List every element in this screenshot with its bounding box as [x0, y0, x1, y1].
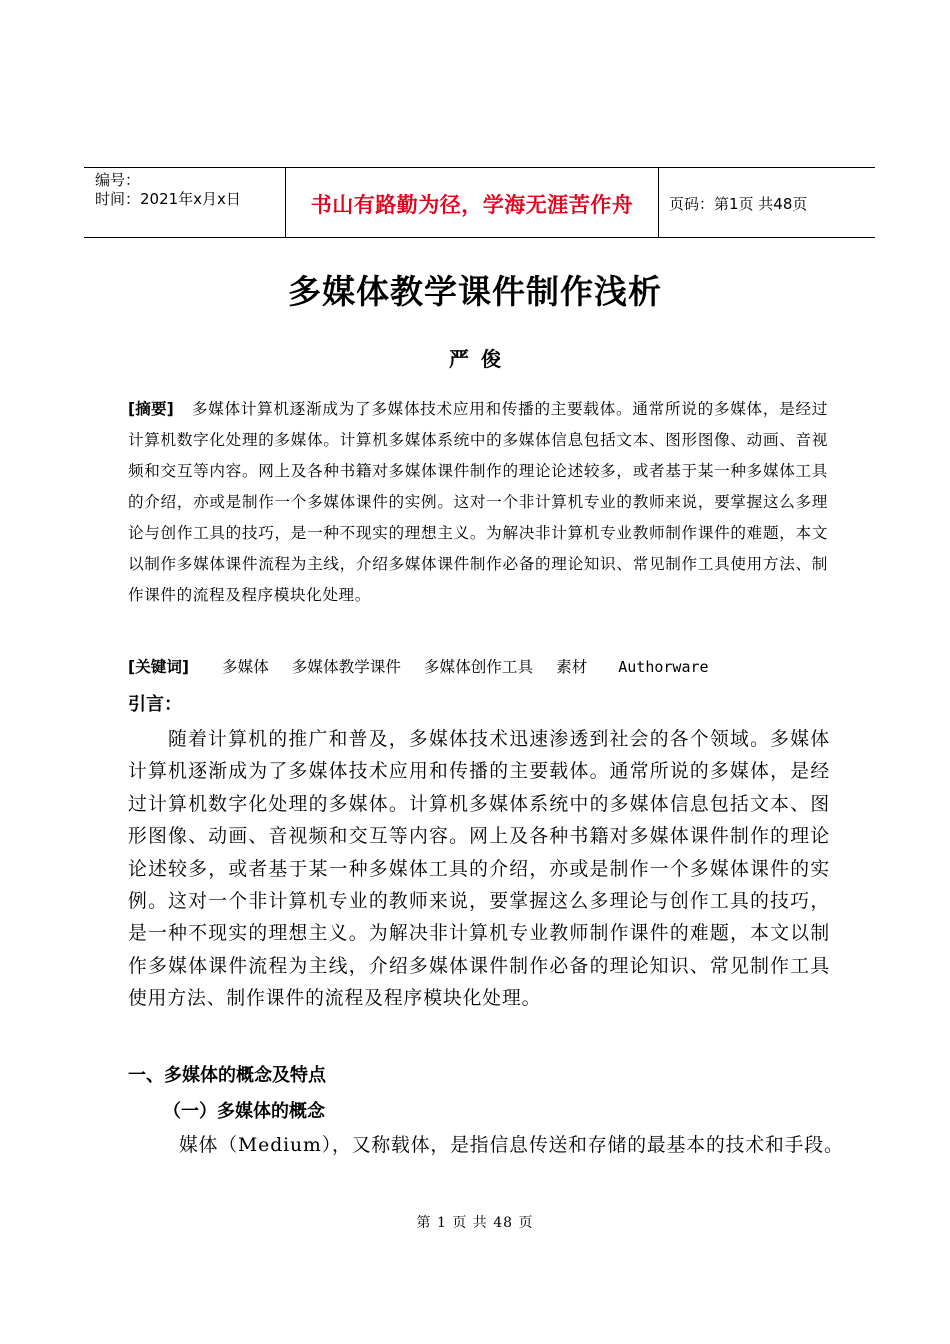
keywords [128, 655, 848, 679]
page-info: 页码：第1页 共48页 [669, 195, 808, 213]
time-label: 时间：2021年x月x日 [95, 190, 241, 208]
keyword: Authorware [618, 658, 709, 676]
abstract-text: 多媒体计算机逐渐成为了多媒体技术应用和传播的主要载体。通常所说的多媒体，是经过计算机数字化处理的多媒体。计算机多媒体系统中的多媒体信息包括文本、图形图像、动画、音视频和交互等内容。网上及各种书籍对多媒体课件制作的理论论述较多，或者基于某一种多媒体工具的介绍，亦或是制作一个多媒体课件的实例。这对一个非计算机专业的教师来说，要掌握这么多理论与创作工具的技巧，是一种不现实的理想主义。为解决非计算机专业教师制作课件的难题，本文以制作多媒体课件流程为主线，介绍多媒体课件制作必备的理论知识、常见制作工具使用方法、制作课件的流程及程序模块化处理。 [128, 400, 828, 604]
keyword: 多媒体 [222, 658, 269, 676]
author-name: 严俊 [449, 347, 513, 371]
header-meta-cell [84, 168, 284, 237]
abstract [128, 394, 828, 611]
keyword: 多媒体教学课件 [291, 658, 401, 676]
serial-label: 编号： [95, 171, 141, 189]
header-table [84, 167, 875, 238]
subsection-heading: （一）多媒体的概念 [163, 1101, 325, 1122]
keyword: 多媒体创作工具 [423, 658, 534, 676]
keyword: 素材 [556, 658, 588, 676]
page-footer: 第 1 页 共 48 页 [416, 1215, 534, 1231]
intro-heading: 引言： [128, 694, 182, 715]
document-title: 多媒体教学课件制作浅析 [288, 272, 662, 311]
abstract-tag: [摘要] [128, 400, 174, 418]
subsection-paragraph: 媒体（Medium），又称载体，是指信息传送和存储的最基本的技术和手段。 [179, 1135, 844, 1156]
motto: 书山有路勤为径，学海无涯苦作舟 [310, 193, 634, 217]
section-heading: 一、多媒体的概念及特点 [128, 1065, 326, 1086]
keywords-tag: [关键词] [128, 658, 190, 676]
header-motto-cell [285, 168, 659, 237]
header-page-cell [658, 168, 875, 237]
intro-paragraph: 随着计算机的推广和普及，多媒体技术迅速渗透到社会的各个领域。多媒体计算机逐渐成为了多媒体技术应用和传播的主要载体。通常所说的多媒体，是经过计算机数字化处理的多媒体。计算机多媒体系统中的多媒体信息包括文本、图形图像、动画、音视频和交互等内容。网上及各种书籍对多媒体课件制作的理论论述较多，或者基于某一种多媒体工具的介绍，亦或是制作一个多媒体课件的实例。这对一个非计算机专业的教师来说，要掌握这么多理论与创作工具的技巧，是一种不现实的理想主义。为解决非计算机专业教师制作课件的难题，本文以制作多媒体课件流程为主线，介绍多媒体课件制作必备的理论知识、常见制作工具使用方法、制作课件的流程及程序模块化处理。 [128, 729, 830, 1010]
